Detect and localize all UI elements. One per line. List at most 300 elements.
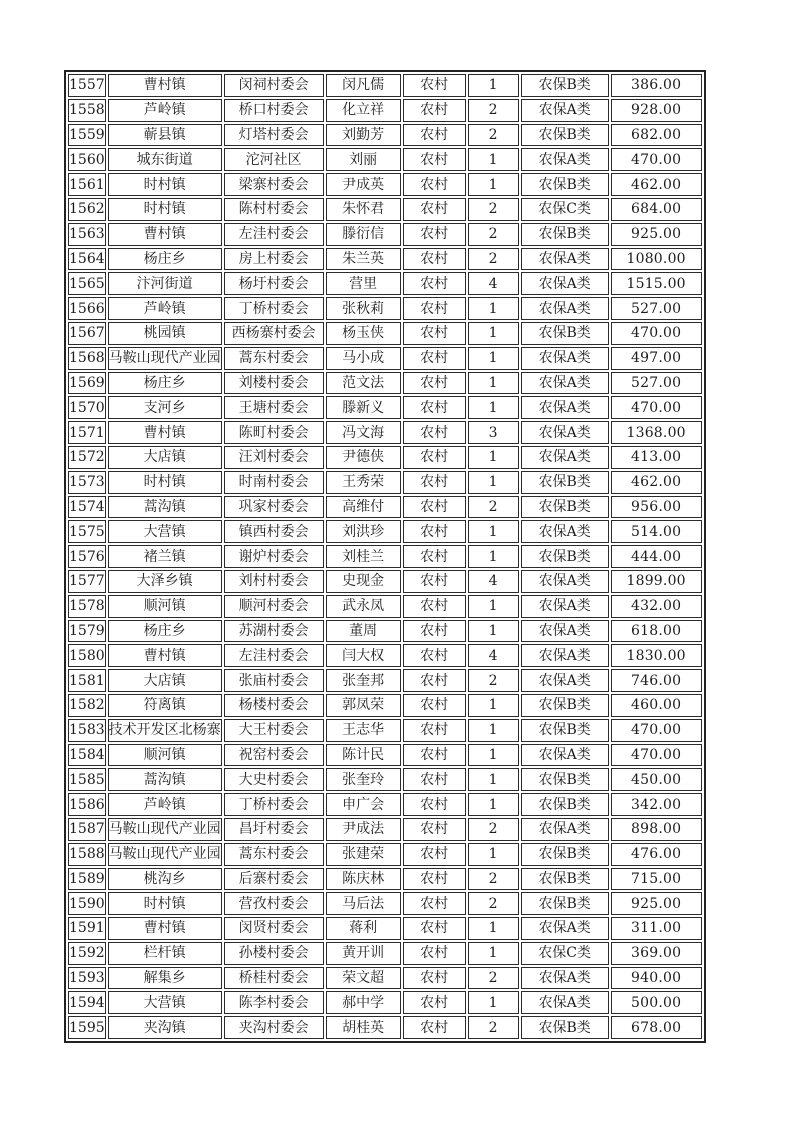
cell-person-name: 刘洪珍 <box>326 520 401 543</box>
cell-insurance-type: 农保B类 <box>521 843 609 866</box>
cell-serial-number: 1584 <box>68 744 106 767</box>
cell-amount: 470.00 <box>611 744 702 767</box>
cell-category: 农村 <box>403 843 466 866</box>
cell-insurance-type: 农保B类 <box>521 471 609 494</box>
cell-insurance-type: 农保A类 <box>521 446 609 469</box>
table-row <box>68 768 702 791</box>
cell-village: 西杨寨村委会 <box>224 322 324 345</box>
table-row <box>68 595 702 618</box>
cell-amount: 1515.00 <box>611 272 702 295</box>
table-row <box>68 843 702 866</box>
cell-town: 褚兰镇 <box>108 545 222 568</box>
cell-count: 2 <box>468 818 519 841</box>
cell-town: 曹村镇 <box>108 74 222 97</box>
cell-person-name: 郝中学 <box>326 991 401 1014</box>
cell-count: 4 <box>468 644 519 667</box>
cell-insurance-type: 农保B类 <box>521 74 609 97</box>
cell-insurance-type: 农保B类 <box>521 322 609 345</box>
cell-count: 2 <box>468 248 519 271</box>
cell-serial-number: 1565 <box>68 272 106 295</box>
cell-count: 2 <box>468 99 519 122</box>
cell-town: 马鞍山现代产业园 <box>108 843 222 866</box>
cell-insurance-type: 农保A类 <box>521 396 609 419</box>
cell-amount: 925.00 <box>611 223 702 246</box>
cell-amount: 678.00 <box>611 1016 702 1039</box>
cell-category: 农村 <box>403 520 466 543</box>
cell-serial-number: 1585 <box>68 768 106 791</box>
cell-amount: 470.00 <box>611 719 702 742</box>
cell-serial-number: 1594 <box>68 991 106 1014</box>
cell-serial-number: 1591 <box>68 917 106 940</box>
cell-count: 1 <box>468 694 519 717</box>
cell-insurance-type: 农保A类 <box>521 347 609 370</box>
cell-village: 孙楼村委会 <box>224 942 324 965</box>
cell-insurance-type: 农保B类 <box>521 496 609 519</box>
table-row <box>68 496 702 519</box>
cell-amount: 462.00 <box>611 173 702 196</box>
cell-person-name: 郭凤荣 <box>326 694 401 717</box>
cell-town: 时村镇 <box>108 892 222 915</box>
cell-village: 房上村委会 <box>224 248 324 271</box>
cell-category: 农村 <box>403 545 466 568</box>
cell-person-name: 胡桂英 <box>326 1016 401 1039</box>
table-row <box>68 991 702 1014</box>
table-row <box>68 396 702 419</box>
cell-amount: 715.00 <box>611 868 702 891</box>
cell-amount: 746.00 <box>611 669 702 692</box>
cell-count: 2 <box>468 496 519 519</box>
cell-serial-number: 1578 <box>68 595 106 618</box>
cell-category: 农村 <box>403 620 466 643</box>
cell-category: 农村 <box>403 719 466 742</box>
cell-count: 2 <box>468 1016 519 1039</box>
cell-count: 1 <box>468 545 519 568</box>
cell-amount: 514.00 <box>611 520 702 543</box>
cell-count: 1 <box>468 595 519 618</box>
cell-serial-number: 1586 <box>68 793 106 816</box>
cell-count: 1 <box>468 768 519 791</box>
cell-amount: 618.00 <box>611 620 702 643</box>
cell-person-name: 范文法 <box>326 372 401 395</box>
cell-insurance-type: 农保A类 <box>521 644 609 667</box>
cell-village: 闵祠村委会 <box>224 74 324 97</box>
cell-count: 1 <box>468 173 519 196</box>
cell-insurance-type: 农保B类 <box>521 694 609 717</box>
cell-amount: 940.00 <box>611 967 702 990</box>
cell-village: 大王村委会 <box>224 719 324 742</box>
cell-serial-number: 1590 <box>68 892 106 915</box>
cell-town: 时村镇 <box>108 173 222 196</box>
table-row <box>68 892 702 915</box>
cell-category: 农村 <box>403 421 466 444</box>
cell-category: 农村 <box>403 1016 466 1039</box>
cell-category: 农村 <box>403 694 466 717</box>
cell-village: 沱河社区 <box>224 148 324 171</box>
cell-serial-number: 1587 <box>68 818 106 841</box>
cell-town: 时村镇 <box>108 198 222 221</box>
cell-insurance-type: 农保B类 <box>521 173 609 196</box>
cell-count: 1 <box>468 347 519 370</box>
cell-insurance-type: 农保A类 <box>521 99 609 122</box>
cell-serial-number: 1574 <box>68 496 106 519</box>
cell-insurance-type: 农保B类 <box>521 768 609 791</box>
cell-village: 闵贤村委会 <box>224 917 324 940</box>
cell-person-name: 闫大权 <box>326 644 401 667</box>
cell-village: 左洼村委会 <box>224 223 324 246</box>
table-row <box>68 248 702 271</box>
cell-village: 时南村委会 <box>224 471 324 494</box>
table-row <box>68 719 702 742</box>
cell-town: 符离镇 <box>108 694 222 717</box>
cell-serial-number: 1560 <box>68 148 106 171</box>
cell-insurance-type: 农保A类 <box>521 520 609 543</box>
cell-amount: 682.00 <box>611 124 702 147</box>
cell-insurance-type: 农保A类 <box>521 669 609 692</box>
cell-serial-number: 1568 <box>68 347 106 370</box>
cell-town: 大营镇 <box>108 520 222 543</box>
cell-category: 农村 <box>403 669 466 692</box>
cell-village: 桥口村委会 <box>224 99 324 122</box>
cell-amount: 369.00 <box>611 942 702 965</box>
cell-person-name: 尹成法 <box>326 818 401 841</box>
cell-person-name: 杨玉侠 <box>326 322 401 345</box>
table-row <box>68 744 702 767</box>
cell-village: 蒿东村委会 <box>224 347 324 370</box>
cell-town: 夹沟镇 <box>108 1016 222 1039</box>
cell-count: 1 <box>468 74 519 97</box>
cell-category: 农村 <box>403 396 466 419</box>
cell-town: 曹村镇 <box>108 644 222 667</box>
cell-category: 农村 <box>403 223 466 246</box>
cell-insurance-type: 农保B类 <box>521 892 609 915</box>
cell-category: 农村 <box>403 322 466 345</box>
cell-category: 农村 <box>403 570 466 593</box>
cell-serial-number: 1580 <box>68 644 106 667</box>
cell-village: 大史村委会 <box>224 768 324 791</box>
cell-serial-number: 1562 <box>68 198 106 221</box>
cell-count: 1 <box>468 917 519 940</box>
cell-serial-number: 1557 <box>68 74 106 97</box>
cell-count: 2 <box>468 967 519 990</box>
table-row <box>68 173 702 196</box>
table-row <box>68 669 702 692</box>
cell-person-name: 闵凡儒 <box>326 74 401 97</box>
cell-serial-number: 1588 <box>68 843 106 866</box>
cell-town: 蒿沟镇 <box>108 768 222 791</box>
cell-town: 马鞍山现代产业园 <box>108 818 222 841</box>
cell-category: 农村 <box>403 99 466 122</box>
cell-person-name: 黄开训 <box>326 942 401 965</box>
cell-category: 农村 <box>403 471 466 494</box>
cell-amount: 1368.00 <box>611 421 702 444</box>
cell-town: 蒿沟镇 <box>108 496 222 519</box>
cell-amount: 684.00 <box>611 198 702 221</box>
cell-person-name: 张奎邦 <box>326 669 401 692</box>
cell-count: 1 <box>468 991 519 1014</box>
cell-person-name: 朱怀君 <box>326 198 401 221</box>
cell-amount: 898.00 <box>611 818 702 841</box>
cell-town: 大泽乡镇 <box>108 570 222 593</box>
cell-person-name: 刘勤芳 <box>326 124 401 147</box>
cell-serial-number: 1559 <box>68 124 106 147</box>
cell-person-name: 尹德侠 <box>326 446 401 469</box>
cell-village: 镇西村委会 <box>224 520 324 543</box>
cell-village: 桥桂村委会 <box>224 967 324 990</box>
cell-village: 王塘村委会 <box>224 396 324 419</box>
cell-insurance-type: 农保A类 <box>521 967 609 990</box>
cell-category: 农村 <box>403 942 466 965</box>
cell-village: 祝窑村委会 <box>224 744 324 767</box>
cell-category: 农村 <box>403 892 466 915</box>
cell-category: 农村 <box>403 818 466 841</box>
cell-town: 马鞍山现代产业园 <box>108 347 222 370</box>
table-row <box>68 793 702 816</box>
cell-village: 梁寨村委会 <box>224 173 324 196</box>
cell-town: 杨庄乡 <box>108 372 222 395</box>
table-row <box>68 545 702 568</box>
cell-village: 谢炉村委会 <box>224 545 324 568</box>
cell-person-name: 滕新义 <box>326 396 401 419</box>
cell-person-name: 滕衍信 <box>326 223 401 246</box>
cell-amount: 450.00 <box>611 768 702 791</box>
cell-village: 丁桥村委会 <box>224 793 324 816</box>
cell-village: 后寨村委会 <box>224 868 324 891</box>
cell-category: 农村 <box>403 372 466 395</box>
cell-category: 农村 <box>403 793 466 816</box>
cell-insurance-type: 农保C类 <box>521 942 609 965</box>
cell-person-name: 朱兰英 <box>326 248 401 271</box>
cell-town: 大店镇 <box>108 446 222 469</box>
table-row <box>68 917 702 940</box>
cell-person-name: 张奎玲 <box>326 768 401 791</box>
cell-category: 农村 <box>403 917 466 940</box>
cell-insurance-type: 农保A类 <box>521 595 609 618</box>
cell-serial-number: 1593 <box>68 967 106 990</box>
cell-count: 1 <box>468 297 519 320</box>
cell-insurance-type: 农保B类 <box>521 793 609 816</box>
cell-serial-number: 1583 <box>68 719 106 742</box>
cell-town: 支河乡 <box>108 396 222 419</box>
cell-amount: 1830.00 <box>611 644 702 667</box>
cell-amount: 1899.00 <box>611 570 702 593</box>
cell-amount: 497.00 <box>611 347 702 370</box>
cell-person-name: 史现金 <box>326 570 401 593</box>
cell-village: 张庙村委会 <box>224 669 324 692</box>
cell-serial-number: 1589 <box>68 868 106 891</box>
cell-amount: 470.00 <box>611 322 702 345</box>
cell-amount: 527.00 <box>611 372 702 395</box>
cell-insurance-type: 农保A类 <box>521 297 609 320</box>
cell-amount: 470.00 <box>611 148 702 171</box>
cell-town: 桃沟乡 <box>108 868 222 891</box>
cell-count: 1 <box>468 322 519 345</box>
cell-count: 1 <box>468 148 519 171</box>
cell-insurance-type: 农保A类 <box>521 148 609 171</box>
cell-insurance-type: 农保B类 <box>521 545 609 568</box>
table-row <box>68 942 702 965</box>
cell-amount: 1080.00 <box>611 248 702 271</box>
cell-insurance-type: 农保C类 <box>521 198 609 221</box>
cell-village: 营孜村委会 <box>224 892 324 915</box>
cell-serial-number: 1582 <box>68 694 106 717</box>
cell-town: 城东街道 <box>108 148 222 171</box>
cell-count: 1 <box>468 719 519 742</box>
cell-amount: 432.00 <box>611 595 702 618</box>
cell-category: 农村 <box>403 148 466 171</box>
cell-serial-number: 1564 <box>68 248 106 271</box>
cell-amount: 470.00 <box>611 396 702 419</box>
table-row <box>68 372 702 395</box>
cell-person-name: 陈庆林 <box>326 868 401 891</box>
cell-category: 农村 <box>403 967 466 990</box>
cell-person-name: 刘桂兰 <box>326 545 401 568</box>
cell-town: 技术开发区北杨寨 <box>108 719 222 742</box>
cell-category: 农村 <box>403 347 466 370</box>
cell-town: 蕲县镇 <box>108 124 222 147</box>
table-row <box>68 967 702 990</box>
cell-count: 1 <box>468 942 519 965</box>
cell-village: 刘村村委会 <box>224 570 324 593</box>
cell-town: 桃园镇 <box>108 322 222 345</box>
table-row <box>68 148 702 171</box>
cell-person-name: 张建荣 <box>326 843 401 866</box>
cell-count: 3 <box>468 421 519 444</box>
cell-insurance-type: 农保A类 <box>521 744 609 767</box>
cell-insurance-type: 农保A类 <box>521 421 609 444</box>
cell-town: 曹村镇 <box>108 917 222 940</box>
cell-town: 汴河街道 <box>108 272 222 295</box>
benefits-table <box>64 70 706 1043</box>
cell-insurance-type: 农保A类 <box>521 620 609 643</box>
cell-village: 刘楼村委会 <box>224 372 324 395</box>
cell-category: 农村 <box>403 272 466 295</box>
cell-insurance-type: 农保A类 <box>521 248 609 271</box>
cell-serial-number: 1592 <box>68 942 106 965</box>
cell-village: 陈村村委会 <box>224 198 324 221</box>
cell-amount: 386.00 <box>611 74 702 97</box>
cell-category: 农村 <box>403 124 466 147</box>
cell-town: 芦岭镇 <box>108 99 222 122</box>
table-row <box>68 868 702 891</box>
cell-serial-number: 1561 <box>68 173 106 196</box>
cell-village: 汪刘村委会 <box>224 446 324 469</box>
cell-count: 2 <box>468 223 519 246</box>
table-row <box>68 322 702 345</box>
cell-village: 陈李村委会 <box>224 991 324 1014</box>
cell-village: 顺河村委会 <box>224 595 324 618</box>
cell-insurance-type: 农保B类 <box>521 223 609 246</box>
cell-town: 芦岭镇 <box>108 297 222 320</box>
cell-serial-number: 1567 <box>68 322 106 345</box>
cell-insurance-type: 农保A类 <box>521 272 609 295</box>
cell-insurance-type: 农保B类 <box>521 868 609 891</box>
cell-person-name: 董周 <box>326 620 401 643</box>
cell-village: 丁桥村委会 <box>224 297 324 320</box>
cell-insurance-type: 农保A类 <box>521 818 609 841</box>
cell-count: 1 <box>468 744 519 767</box>
cell-category: 农村 <box>403 991 466 1014</box>
cell-serial-number: 1558 <box>68 99 106 122</box>
cell-count: 4 <box>468 272 519 295</box>
cell-insurance-type: 农保A类 <box>521 570 609 593</box>
cell-town: 曹村镇 <box>108 421 222 444</box>
cell-insurance-type: 农保B类 <box>521 1016 609 1039</box>
cell-count: 2 <box>468 124 519 147</box>
cell-serial-number: 1571 <box>68 421 106 444</box>
cell-serial-number: 1577 <box>68 570 106 593</box>
cell-person-name: 营里 <box>326 272 401 295</box>
table-row <box>68 74 702 97</box>
cell-amount: 460.00 <box>611 694 702 717</box>
table-row <box>68 620 702 643</box>
cell-count: 2 <box>468 198 519 221</box>
cell-category: 农村 <box>403 595 466 618</box>
table-row <box>68 272 702 295</box>
cell-serial-number: 1566 <box>68 297 106 320</box>
table-row <box>68 471 702 494</box>
cell-count: 1 <box>468 793 519 816</box>
cell-category: 农村 <box>403 198 466 221</box>
cell-count: 2 <box>468 868 519 891</box>
cell-amount: 342.00 <box>611 793 702 816</box>
cell-category: 农村 <box>403 446 466 469</box>
cell-count: 2 <box>468 669 519 692</box>
cell-category: 农村 <box>403 496 466 519</box>
cell-count: 1 <box>468 372 519 395</box>
cell-person-name: 马小成 <box>326 347 401 370</box>
cell-person-name: 陈计民 <box>326 744 401 767</box>
cell-serial-number: 1595 <box>68 1016 106 1039</box>
cell-count: 1 <box>468 843 519 866</box>
table-row <box>68 124 702 147</box>
cell-village: 灯塔村委会 <box>224 124 324 147</box>
cell-town: 时村镇 <box>108 471 222 494</box>
table-row <box>68 297 702 320</box>
cell-serial-number: 1569 <box>68 372 106 395</box>
cell-insurance-type: 农保B类 <box>521 124 609 147</box>
cell-serial-number: 1575 <box>68 520 106 543</box>
cell-village: 巩家村委会 <box>224 496 324 519</box>
cell-serial-number: 1573 <box>68 471 106 494</box>
table-row <box>68 694 702 717</box>
cell-town: 解集乡 <box>108 967 222 990</box>
cell-village: 杨楼村委会 <box>224 694 324 717</box>
cell-person-name: 高维付 <box>326 496 401 519</box>
cell-person-name: 马后法 <box>326 892 401 915</box>
cell-village: 蒿东村委会 <box>224 843 324 866</box>
cell-town: 杨庄乡 <box>108 248 222 271</box>
cell-village: 昌圩村委会 <box>224 818 324 841</box>
cell-amount: 527.00 <box>611 297 702 320</box>
table-row <box>68 421 702 444</box>
cell-amount: 413.00 <box>611 446 702 469</box>
cell-amount: 925.00 <box>611 892 702 915</box>
cell-category: 农村 <box>403 744 466 767</box>
cell-person-name: 武永凤 <box>326 595 401 618</box>
cell-person-name: 化立祥 <box>326 99 401 122</box>
cell-village: 陈町村委会 <box>224 421 324 444</box>
cell-category: 农村 <box>403 644 466 667</box>
cell-person-name: 王秀荣 <box>326 471 401 494</box>
cell-person-name: 申广会 <box>326 793 401 816</box>
cell-category: 农村 <box>403 297 466 320</box>
cell-amount: 444.00 <box>611 545 702 568</box>
cell-category: 农村 <box>403 248 466 271</box>
cell-count: 1 <box>468 446 519 469</box>
cell-amount: 500.00 <box>611 991 702 1014</box>
cell-village: 夹沟村委会 <box>224 1016 324 1039</box>
cell-town: 顺河镇 <box>108 595 222 618</box>
